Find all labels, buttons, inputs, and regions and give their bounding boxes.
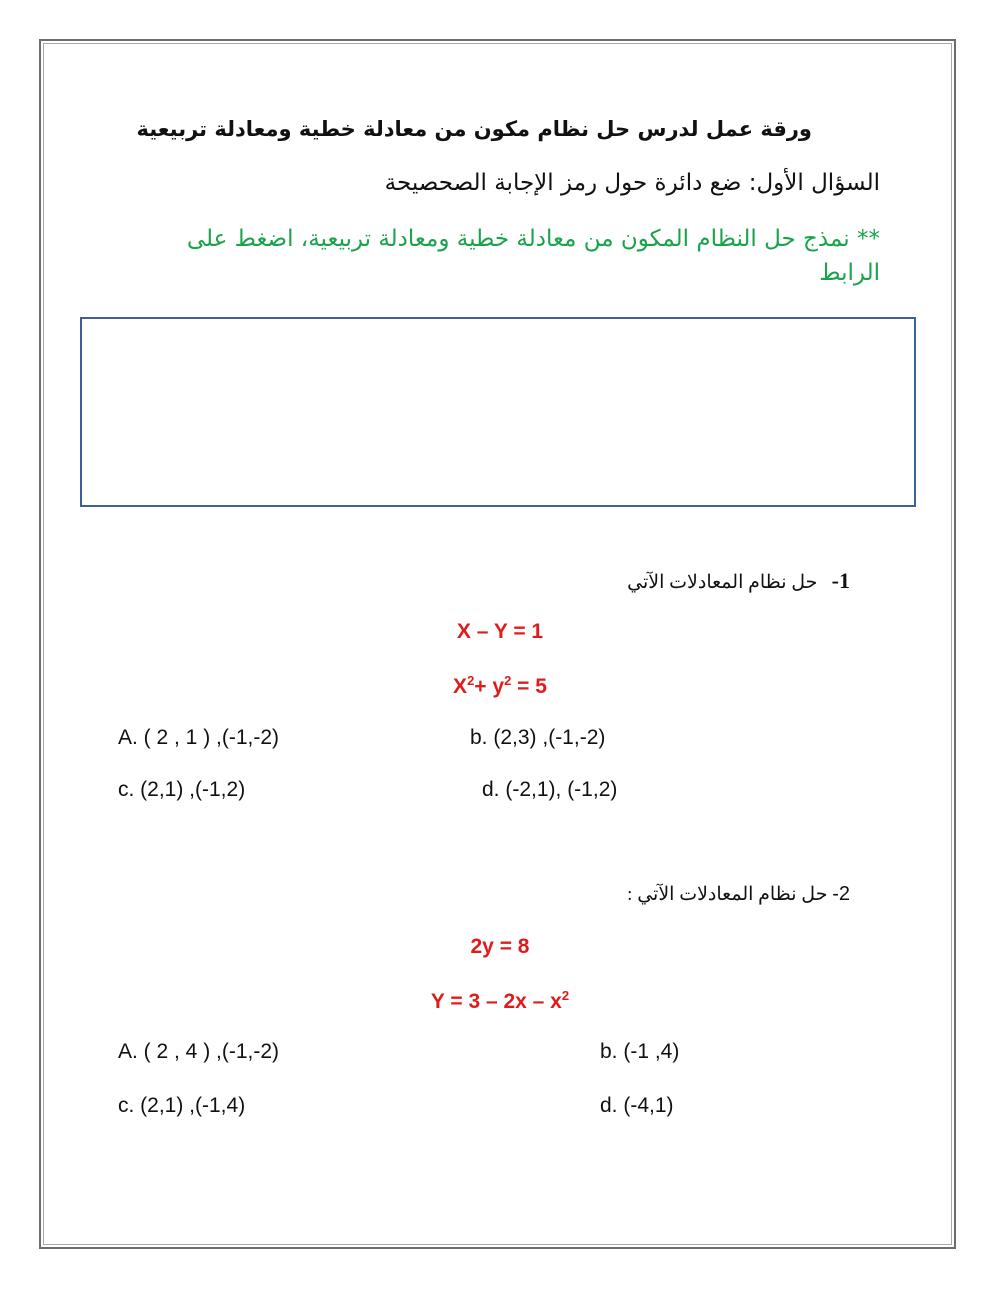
q1-eq2-rhs: = 5: [511, 675, 547, 698]
embedded-link-box[interactable]: [80, 317, 916, 507]
q1-equation-2: [0, 673, 1000, 699]
q1-eq2-y: + y: [474, 675, 505, 698]
question-one-header: السؤال الأول: ضع دائرة حول رمز الإجابة الصحصيحة: [384, 170, 880, 196]
q2-equation-2: [0, 988, 1000, 1014]
q2-equation-1: 2y = 8: [470, 935, 530, 958]
q2-number: 2-: [832, 883, 850, 905]
q1-option-d[interactable]: d. (-2,1), (-1,2): [482, 778, 618, 801]
q2-option-b[interactable]: b. (-1 ,4): [600, 1040, 680, 1063]
q2-eq2-body: Y = 3 – 2x – x: [430, 990, 562, 1013]
q1-eq2-x: X: [453, 675, 468, 698]
q2-instruction: حل نظام المعادلات الآتي :: [627, 884, 828, 905]
q2-option-a[interactable]: A. ( 2 , 4 ) ,(-1,-2): [118, 1040, 280, 1063]
q1-instruction: حل نظام المعادلات الآتي: [627, 572, 818, 593]
q2-eq2-exp: 2: [561, 988, 570, 1003]
q1-header: [350, 568, 850, 594]
q1-number: 1-: [831, 568, 850, 593]
link-instruction: ** نمذج حل النظام المكون من معادلة خطية ومعادلة تربيعية، اضغط على الرابط: [186, 226, 880, 286]
q1-eq2-exp2: 2: [504, 673, 512, 688]
q1-equation-1: X – Y = 1: [456, 620, 544, 643]
page-border: [39, 39, 956, 1249]
q2-option-c[interactable]: c. (2,1) ,(-1,4): [118, 1094, 246, 1117]
worksheet-title: ورقة عمل لدرس حل نظام مكون من معادلة خطية ومعادلة تربيعية: [136, 117, 812, 141]
q2-header: [350, 883, 850, 906]
q1-option-b[interactable]: b. (2,3) ,(-1,-2): [470, 726, 606, 749]
q1-eq2-exp1: 2: [467, 673, 475, 688]
q2-option-d[interactable]: d. (-4,1): [600, 1094, 674, 1117]
q1-option-c[interactable]: c. (2,1) ,(-1,2): [118, 778, 246, 801]
q1-option-a[interactable]: A. ( 2 , 1 ) ,(-1,-2): [118, 726, 280, 749]
